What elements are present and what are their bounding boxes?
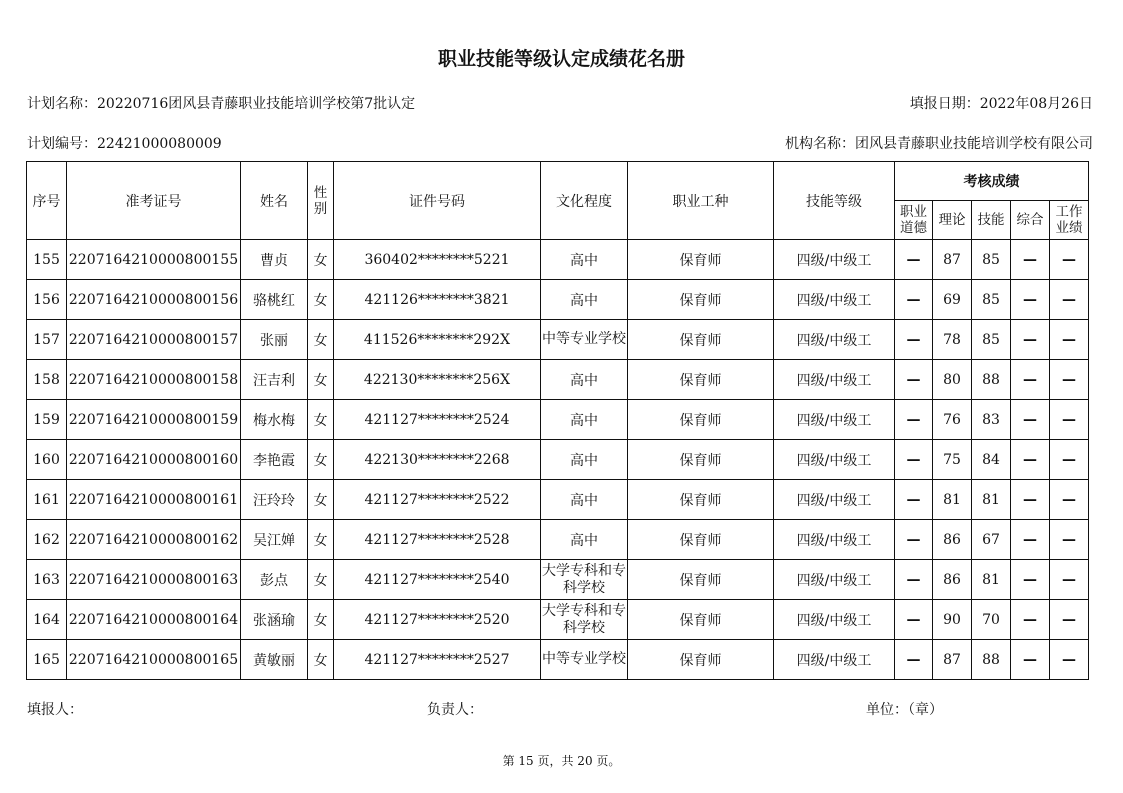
page-indicator: 第 15 页，共 20 页。 (502, 754, 621, 768)
cell-name: 曹贞 (241, 240, 308, 280)
cell-ethics: — (895, 280, 933, 320)
cell-work: — (1050, 520, 1089, 560)
cell-ticket: 2207164210000800165 (67, 640, 241, 680)
cell-ticket: 2207164210000800161 (67, 480, 241, 520)
cell-gender: 女 (308, 640, 334, 680)
cell-skill-level: 四级/中级工 (774, 280, 895, 320)
plan-number: 计划编号：22421000080009 (27, 136, 222, 152)
cell-comprehensive: — (1011, 440, 1050, 480)
cell-work: — (1050, 560, 1089, 600)
cell-education: 高中 (541, 440, 628, 480)
table-row (27, 560, 1089, 600)
cell-text: 大学专科和专科学校 (542, 602, 626, 636)
unit-seal-label: 单位：（章） (866, 702, 943, 718)
cell-gender: 女 (308, 360, 334, 400)
cell-name: 张丽 (241, 320, 308, 360)
cell-work: — (1050, 360, 1089, 400)
cell-skill-level: 四级/中级工 (774, 480, 895, 520)
cell-skill: 88 (972, 640, 1011, 680)
header-comprehensive: 综合 (1011, 201, 1050, 240)
organization-name: 机构名称：团风县青藤职业技能培训学校有限公司 (785, 136, 1093, 152)
cell-gender: 女 (308, 520, 334, 560)
cell-ethics: — (895, 240, 933, 280)
cell-ethics: — (895, 600, 933, 640)
page-title: 职业技能等级认定成绩花名册 (437, 48, 685, 70)
cell-skill: 88 (972, 360, 1011, 400)
roster-body (27, 240, 1089, 680)
header-ticket: 准考证号 (67, 162, 241, 240)
cell-seq: 156 (27, 280, 67, 320)
cell-id-number: 421127********2528 (334, 520, 541, 560)
cell-theory: 86 (933, 560, 972, 600)
cell-occupation: 保育师 (628, 640, 774, 680)
cell-occupation: 保育师 (628, 560, 774, 600)
cell-id-number: 421127********2524 (334, 400, 541, 440)
cell-occupation: 保育师 (628, 600, 774, 640)
table-row (27, 240, 1089, 280)
cell-name: 汪玲玲 (241, 480, 308, 520)
cell-seq: 155 (27, 240, 67, 280)
cell-gender: 女 (308, 440, 334, 480)
header-ethics: 职业道德 (895, 201, 933, 240)
cell-skill-level: 四级/中级工 (774, 600, 895, 640)
cell-skill-level: 四级/中级工 (774, 640, 895, 680)
cell-gender: 女 (308, 600, 334, 640)
table-row (27, 640, 1089, 680)
cell-comprehensive: — (1011, 360, 1050, 400)
cell-gender: 女 (308, 560, 334, 600)
cell-ethics: — (895, 560, 933, 600)
cell-work: — (1050, 640, 1089, 680)
cell-theory: 86 (933, 520, 972, 560)
cell-ticket: 2207164210000800163 (67, 560, 241, 600)
cell-skill: 84 (972, 440, 1011, 480)
cell-seq: 158 (27, 360, 67, 400)
header-education: 文化程度 (541, 162, 628, 240)
cell-work: — (1050, 600, 1089, 640)
cell-text: 中等专业学校 (542, 331, 626, 347)
cell-ticket: 2207164210000800156 (67, 280, 241, 320)
cell-theory: 87 (933, 640, 972, 680)
cell-work: — (1050, 480, 1089, 520)
cell-comprehensive: — (1011, 240, 1050, 280)
cell-seq: 163 (27, 560, 67, 600)
cell-name: 吴江婵 (241, 520, 308, 560)
cell-work: — (1050, 240, 1089, 280)
cell-name: 张涵瑜 (241, 600, 308, 640)
cell-skill-level: 四级/中级工 (774, 320, 895, 360)
cell-skill: 85 (972, 240, 1011, 280)
header-work: 工作业绩 (1050, 201, 1089, 240)
cell-seq: 165 (27, 640, 67, 680)
header-gender: 性别 (308, 162, 334, 240)
table-row (27, 480, 1089, 520)
cell-name: 汪吉利 (241, 360, 308, 400)
cell-skill-level: 四级/中级工 (774, 440, 895, 480)
cell-comprehensive: — (1011, 400, 1050, 440)
cell-id-number: 421126********3821 (334, 280, 541, 320)
cell-theory: 78 (933, 320, 972, 360)
cell-ticket: 2207164210000800164 (67, 600, 241, 640)
cell-ticket: 2207164210000800162 (67, 520, 241, 560)
cell-text: 大学专科和专科学校 (542, 562, 626, 596)
header-theory: 理论 (933, 201, 972, 240)
cell-id-number: 411526********292X (334, 320, 541, 360)
cell-ethics: — (895, 400, 933, 440)
header-skill: 技能 (972, 201, 1011, 240)
cell-seq: 164 (27, 600, 67, 640)
reporter-label: 填报人： (27, 702, 83, 718)
cell-theory: 90 (933, 600, 972, 640)
cell-id-number: 422130********2268 (334, 440, 541, 480)
cell-seq: 161 (27, 480, 67, 520)
cell-ticket: 2207164210000800159 (67, 400, 241, 440)
cell-id-number: 421127********2540 (334, 560, 541, 600)
header-scores-group: 考核成绩 (895, 162, 1089, 201)
cell-occupation: 保育师 (628, 360, 774, 400)
cell-theory: 76 (933, 400, 972, 440)
cell-ticket: 2207164210000800157 (67, 320, 241, 360)
cell-theory: 81 (933, 480, 972, 520)
cell-occupation: 保育师 (628, 280, 774, 320)
table-row (27, 320, 1089, 360)
cell-comprehensive: — (1011, 520, 1050, 560)
cell-work: — (1050, 400, 1089, 440)
cell-ethics: — (895, 440, 933, 480)
cell-gender: 女 (308, 320, 334, 360)
table-row (27, 400, 1089, 440)
cell-id-number: 421127********2520 (334, 600, 541, 640)
cell-skill-level: 四级/中级工 (774, 360, 895, 400)
cell-ethics: — (895, 360, 933, 400)
cell-education: 高中 (541, 520, 628, 560)
cell-seq: 157 (27, 320, 67, 360)
cell-education: 高中 (541, 360, 628, 400)
header-seq: 序号 (27, 162, 67, 240)
cell-id-number: 421127********2527 (334, 640, 541, 680)
header-skill-level: 技能等级 (774, 162, 895, 240)
cell-comprehensive: — (1011, 640, 1050, 680)
cell-skill: 67 (972, 520, 1011, 560)
cell-gender: 女 (308, 240, 334, 280)
cell-seq: 162 (27, 520, 67, 560)
cell-name: 梅水梅 (241, 400, 308, 440)
cell-comprehensive: — (1011, 320, 1050, 360)
cell-skill-level: 四级/中级工 (774, 520, 895, 560)
cell-ticket: 2207164210000800158 (67, 360, 241, 400)
report-date: 填报日期：2022年08月26日 (909, 96, 1093, 112)
cell-theory: 69 (933, 280, 972, 320)
cell-occupation: 保育师 (628, 320, 774, 360)
cell-ethics: — (895, 480, 933, 520)
cell-name: 黄敏丽 (241, 640, 308, 680)
table-row (27, 280, 1089, 320)
cell-comprehensive: — (1011, 600, 1050, 640)
cell-name: 骆桃红 (241, 280, 308, 320)
plan-name: 计划名称：20220716团风县青藤职业技能培训学校第7批认定 (27, 96, 416, 112)
header-name: 姓名 (241, 162, 308, 240)
responsible-label: 负责人： (427, 702, 483, 718)
cell-work: — (1050, 280, 1089, 320)
cell-education: 高中 (541, 400, 628, 440)
cell-comprehensive: — (1011, 280, 1050, 320)
cell-skill: 85 (972, 320, 1011, 360)
cell-seq: 159 (27, 400, 67, 440)
cell-theory: 75 (933, 440, 972, 480)
cell-comprehensive: — (1011, 560, 1050, 600)
table-row (27, 520, 1089, 560)
cell-education (541, 320, 628, 360)
cell-name: 李艳霞 (241, 440, 308, 480)
cell-ethics: — (895, 640, 933, 680)
cell-work: — (1050, 440, 1089, 480)
table-row (27, 600, 1089, 640)
table-row (27, 440, 1089, 480)
cell-gender: 女 (308, 280, 334, 320)
cell-ticket: 2207164210000800155 (67, 240, 241, 280)
header-occupation: 职业工种 (628, 162, 774, 240)
cell-education (541, 640, 628, 680)
cell-skill: 81 (972, 480, 1011, 520)
cell-work: — (1050, 320, 1089, 360)
cell-occupation: 保育师 (628, 480, 774, 520)
cell-skill: 85 (972, 280, 1011, 320)
cell-occupation: 保育师 (628, 400, 774, 440)
cell-id-number: 360402********5221 (334, 240, 541, 280)
cell-education: 高中 (541, 280, 628, 320)
cell-education (541, 560, 628, 600)
cell-education: 高中 (541, 480, 628, 520)
table-row (27, 360, 1089, 400)
cell-gender: 女 (308, 400, 334, 440)
cell-name: 彭点 (241, 560, 308, 600)
cell-skill: 83 (972, 400, 1011, 440)
cell-occupation: 保育师 (628, 240, 774, 280)
cell-comprehensive: — (1011, 480, 1050, 520)
cell-ethics: — (895, 320, 933, 360)
cell-gender: 女 (308, 480, 334, 520)
cell-occupation: 保育师 (628, 520, 774, 560)
score-roster-table (26, 161, 1089, 680)
cell-ethics: — (895, 520, 933, 560)
cell-education: 高中 (541, 240, 628, 280)
cell-ticket: 2207164210000800160 (67, 440, 241, 480)
cell-skill-level: 四级/中级工 (774, 400, 895, 440)
cell-skill: 81 (972, 560, 1011, 600)
cell-text: 中等专业学校 (542, 651, 626, 667)
cell-id-number: 421127********2522 (334, 480, 541, 520)
cell-skill: 70 (972, 600, 1011, 640)
cell-theory: 87 (933, 240, 972, 280)
cell-theory: 80 (933, 360, 972, 400)
header-id-number: 证件号码 (334, 162, 541, 240)
cell-id-number: 422130********256X (334, 360, 541, 400)
cell-education (541, 600, 628, 640)
cell-skill-level: 四级/中级工 (774, 560, 895, 600)
cell-occupation: 保育师 (628, 440, 774, 480)
cell-skill-level: 四级/中级工 (774, 240, 895, 280)
cell-seq: 160 (27, 440, 67, 480)
